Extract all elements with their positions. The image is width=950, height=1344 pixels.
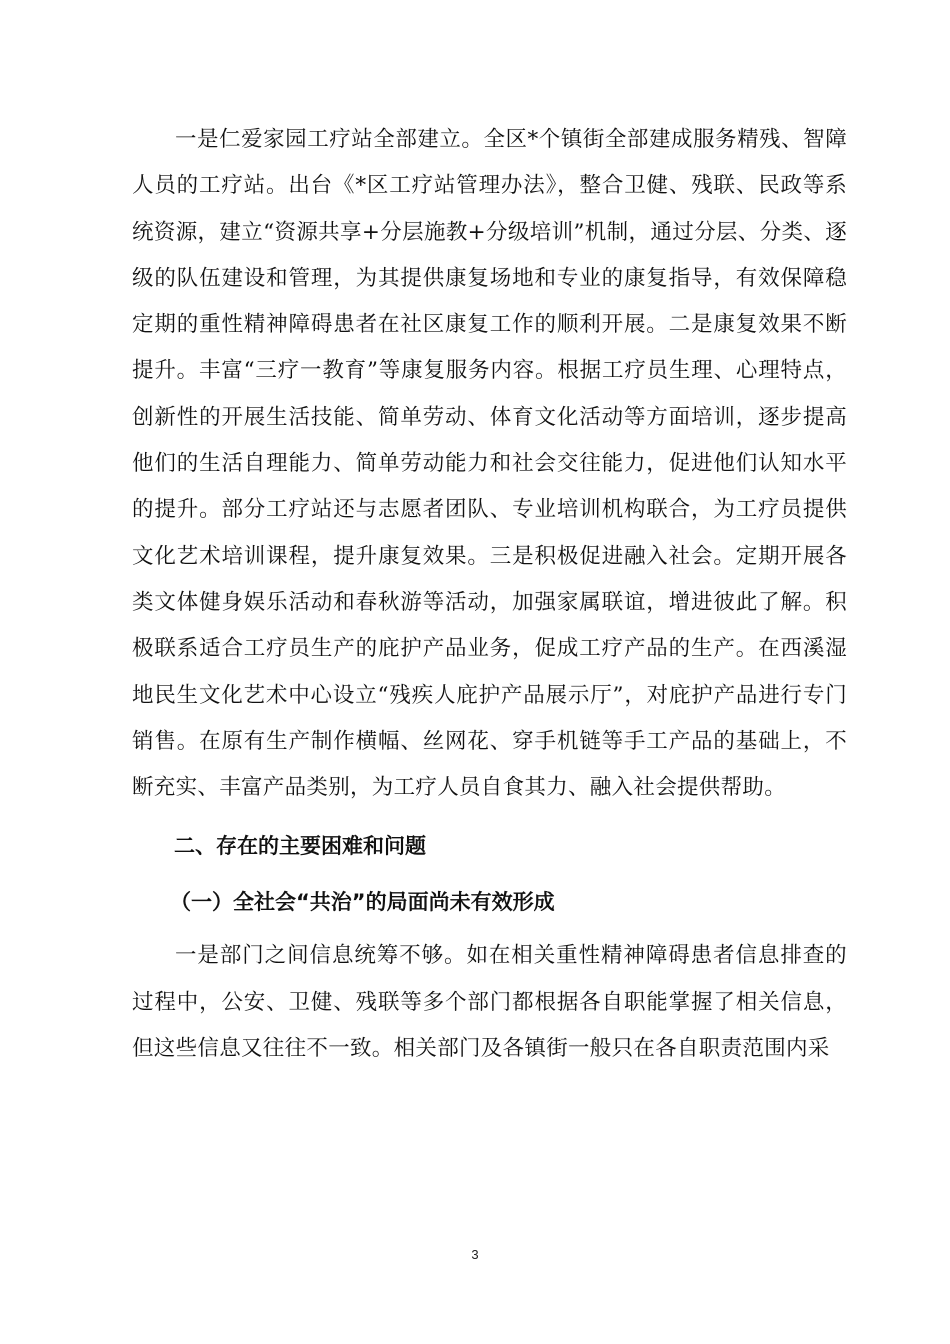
section-heading: 二、存在的主要困难和问题 xyxy=(174,834,426,859)
body-paragraph: 一是部门之间信息统筹不够。如在相关重性精神障碍患者信息排查的过程中，公安、卫健、残联等多个部门都根据各自职能掌握了相关信息，但这些信息又往往不一致。相关部门及各镇街一般只在各自职责范围内采 xyxy=(132,943,847,1062)
page-number: 3 xyxy=(471,1247,479,1262)
body-paragraph: 一是仁爱家园工疗站全部建立。全区*个镇街全部建成服务精残、智障人员的工疗站。出台《*区工疗站管理办法》，整合卫健、残联、民政等系统资源，建立“资源共享+分层施教+分级培训”机制，通过分层、分类、逐级的队伍建设和管理，为其提供康复场地和专业的康复指导，有效保障稳定期的重性精神障碍患者在社区康复工作的顺利开展。二是康复效果不断提升。丰富“三疗一教育”等康复服务内容。根据工疗员生理、心理特点，创新性的开展生活技能、简单劳动、体育文化活动等方面培训，逐步提高他们的生活自理能力、简单劳动能力和社会交往能力，促进他们认知水平的提升。部分工疗站还与志愿者团队、专业培训机构联合，为工疗员提供文化艺术培训课程，提升康复效果。三是积极促进融入社会。定期开展各类文体健身娱乐活动和春秋游等活动，加强家属联谊，增进彼此了解。积极联系适合工疗员生产的庇护产品业务，促成工疗产品的生产。在西溪湿地民生文化艺术中心设立“残疾人庇护产品展示厅”，对庇护产品进行专门销售。在原有生产制作横幅、丝网花、穿手机链等手工产品的基础上，不断充实、丰富产品类别，为工疗人员自食其力、融入社会提供帮助。 xyxy=(132,127,847,801)
subsection-heading: （一）全社会“共治”的局面尚未有效形成 xyxy=(170,890,555,915)
document-body xyxy=(132,117,847,1072)
